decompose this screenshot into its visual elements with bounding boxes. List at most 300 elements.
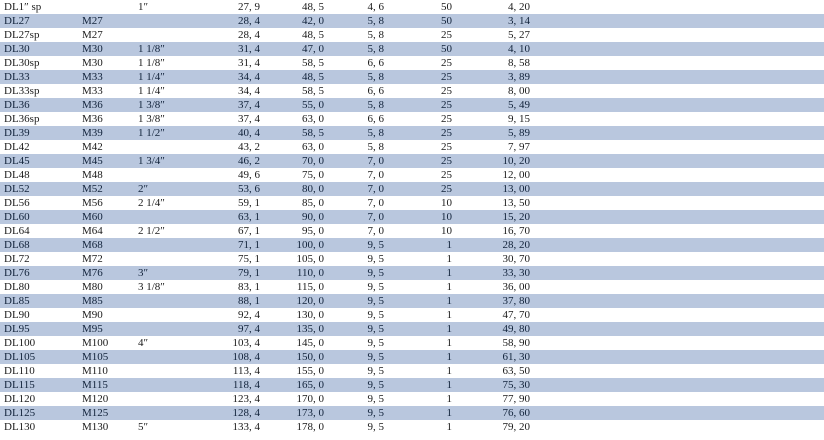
table-cell-thread_inch bbox=[134, 294, 204, 308]
table-cell-thread: M36 bbox=[78, 98, 134, 112]
table-cell-dim_c: 9, 5 bbox=[328, 378, 388, 392]
table-cell-thread: M30 bbox=[78, 42, 134, 56]
table-cell-weight: 33, 30 bbox=[456, 266, 534, 280]
table-cell-dim_a: 37, 4 bbox=[204, 98, 264, 112]
table-cell-dim_c: 9, 5 bbox=[328, 280, 388, 294]
table-cell-thread_inch bbox=[134, 238, 204, 252]
table-cell-designation: DL48 bbox=[0, 168, 78, 182]
table-cell-dim_c: 6, 6 bbox=[328, 112, 388, 126]
table-cell-designation: DL100 bbox=[0, 336, 78, 350]
table-cell-dim_c: 9, 5 bbox=[328, 252, 388, 266]
table-cell-dim_c: 7, 0 bbox=[328, 224, 388, 238]
table-cell-thread_inch bbox=[134, 392, 204, 406]
table-cell-spacer bbox=[534, 308, 824, 322]
table-cell-dim_b: 135, 0 bbox=[264, 322, 328, 336]
table-cell-spacer bbox=[534, 266, 824, 280]
table-cell-weight: 7, 97 bbox=[456, 140, 534, 154]
table-cell-dim_a: 92, 4 bbox=[204, 308, 264, 322]
table-row bbox=[0, 154, 824, 168]
table-cell-dim_a: 28, 4 bbox=[204, 28, 264, 42]
table-cell-spacer bbox=[534, 280, 824, 294]
table-row bbox=[0, 42, 824, 56]
table-row bbox=[0, 168, 824, 182]
table-cell-spacer bbox=[534, 70, 824, 84]
table-cell-thread: M64 bbox=[78, 224, 134, 238]
table-cell-dim_c: 7, 0 bbox=[328, 182, 388, 196]
table-cell-designation: DL30 bbox=[0, 42, 78, 56]
table-cell-dim_d: 25 bbox=[388, 154, 456, 168]
table-cell-dim_b: 58, 5 bbox=[264, 56, 328, 70]
table-cell-thread_inch bbox=[134, 168, 204, 182]
table-row bbox=[0, 140, 824, 154]
table-cell-dim_b: 42, 0 bbox=[264, 14, 328, 28]
table-cell-dim_c: 9, 5 bbox=[328, 336, 388, 350]
table-cell-dim_c: 5, 8 bbox=[328, 70, 388, 84]
table-row bbox=[0, 308, 824, 322]
table-cell-weight: 75, 30 bbox=[456, 378, 534, 392]
table-cell-dim_a: 53, 6 bbox=[204, 182, 264, 196]
table-cell-weight: 5, 27 bbox=[456, 28, 534, 42]
table-cell-dim_b: 63, 0 bbox=[264, 140, 328, 154]
table-cell-thread: M120 bbox=[78, 392, 134, 406]
table-row bbox=[0, 294, 824, 308]
table-cell-dim_c: 5, 8 bbox=[328, 28, 388, 42]
table-cell-dim_d: 1 bbox=[388, 280, 456, 294]
table-cell-thread_inch: 3″ bbox=[134, 266, 204, 280]
table-cell-weight: 3, 14 bbox=[456, 14, 534, 28]
table-cell-thread: M76 bbox=[78, 266, 134, 280]
table-cell-dim_b: 48, 5 bbox=[264, 70, 328, 84]
table-cell-dim_a: 43, 2 bbox=[204, 140, 264, 154]
table-cell-spacer bbox=[534, 392, 824, 406]
table-cell-weight: 76, 60 bbox=[456, 406, 534, 420]
table-cell-dim_c: 5, 8 bbox=[328, 126, 388, 140]
table-row bbox=[0, 392, 824, 406]
table-cell-weight: 15, 20 bbox=[456, 210, 534, 224]
table-cell-designation: DL110 bbox=[0, 364, 78, 378]
table-cell-thread_inch: 1 3/4″ bbox=[134, 154, 204, 168]
table-row bbox=[0, 322, 824, 336]
table-row bbox=[0, 70, 824, 84]
table-cell-dim_b: 120, 0 bbox=[264, 294, 328, 308]
table-cell-dim_c: 9, 5 bbox=[328, 308, 388, 322]
table-cell-weight: 5, 49 bbox=[456, 98, 534, 112]
table-cell-designation: DL76 bbox=[0, 266, 78, 280]
table-cell-weight: 3, 89 bbox=[456, 70, 534, 84]
table-cell-thread: M110 bbox=[78, 364, 134, 378]
table-cell-thread_inch: 1 3/8″ bbox=[134, 98, 204, 112]
table-cell-weight: 8, 58 bbox=[456, 56, 534, 70]
table-cell-spacer bbox=[534, 182, 824, 196]
table-cell-dim_d: 25 bbox=[388, 70, 456, 84]
table-cell-designation: DL120 bbox=[0, 392, 78, 406]
table-cell-spacer bbox=[534, 252, 824, 266]
table-cell-dim_c: 5, 8 bbox=[328, 98, 388, 112]
table-cell-spacer bbox=[534, 364, 824, 378]
table-cell-thread: M39 bbox=[78, 126, 134, 140]
table-cell-dim_c: 9, 5 bbox=[328, 322, 388, 336]
table-cell-designation: DL42 bbox=[0, 140, 78, 154]
table-cell-thread_inch: 1 1/4″ bbox=[134, 84, 204, 98]
table-row bbox=[0, 280, 824, 294]
table-cell-thread_inch bbox=[134, 378, 204, 392]
table-cell-dim_a: 40, 4 bbox=[204, 126, 264, 140]
table-cell-weight: 36, 00 bbox=[456, 280, 534, 294]
table-cell-spacer bbox=[534, 336, 824, 350]
table-cell-spacer bbox=[534, 84, 824, 98]
table-cell-weight: 61, 30 bbox=[456, 350, 534, 364]
table-cell-dim_c: 4, 6 bbox=[328, 0, 388, 14]
table-cell-dim_b: 48, 5 bbox=[264, 28, 328, 42]
table-row bbox=[0, 28, 824, 42]
table-cell-thread: M115 bbox=[78, 378, 134, 392]
table-cell-dim_c: 9, 5 bbox=[328, 350, 388, 364]
table-cell-thread_inch: 1″ bbox=[134, 0, 204, 14]
table-cell-dim_c: 5, 8 bbox=[328, 140, 388, 154]
table-row bbox=[0, 0, 824, 14]
table-cell-dim_a: 97, 4 bbox=[204, 322, 264, 336]
table-cell-dim_d: 1 bbox=[388, 336, 456, 350]
table-cell-dim_c: 5, 8 bbox=[328, 14, 388, 28]
table-cell-thread: M27 bbox=[78, 14, 134, 28]
table-cell-spacer bbox=[534, 98, 824, 112]
table-cell-dim_b: 70, 0 bbox=[264, 154, 328, 168]
table-cell-weight: 49, 80 bbox=[456, 322, 534, 336]
table-cell-dim_b: 165, 0 bbox=[264, 378, 328, 392]
table-cell-designation: DL68 bbox=[0, 238, 78, 252]
table-cell-thread_inch: 1 3/8″ bbox=[134, 112, 204, 126]
table-cell-weight: 37, 80 bbox=[456, 294, 534, 308]
table-cell-dim_b: 55, 0 bbox=[264, 98, 328, 112]
table-cell-dim_c: 6, 6 bbox=[328, 56, 388, 70]
table-cell-spacer bbox=[534, 238, 824, 252]
table-cell-thread_inch: 2″ bbox=[134, 182, 204, 196]
table-row bbox=[0, 224, 824, 238]
table-cell-designation: DL33sp bbox=[0, 84, 78, 98]
table-cell-dim_d: 1 bbox=[388, 322, 456, 336]
table-cell-thread: M56 bbox=[78, 196, 134, 210]
table-cell-dim_b: 155, 0 bbox=[264, 364, 328, 378]
table-cell-thread_inch bbox=[134, 28, 204, 42]
table-cell-spacer bbox=[534, 350, 824, 364]
table-cell-dim_b: 80, 0 bbox=[264, 182, 328, 196]
table-cell-thread: M33 bbox=[78, 70, 134, 84]
table-cell-dim_a: 88, 1 bbox=[204, 294, 264, 308]
table-cell-dim_a: 83, 1 bbox=[204, 280, 264, 294]
table-cell-dim_a: 128, 4 bbox=[204, 406, 264, 420]
table-cell-spacer bbox=[534, 224, 824, 238]
table-cell-dim_b: 90, 0 bbox=[264, 210, 328, 224]
table-cell-designation: DL33 bbox=[0, 70, 78, 84]
table-cell-dim_b: 173, 0 bbox=[264, 406, 328, 420]
table-cell-designation: DL56 bbox=[0, 196, 78, 210]
table-cell-dim_a: 34, 4 bbox=[204, 84, 264, 98]
table-cell-dim_a: 133, 4 bbox=[204, 420, 264, 434]
table-cell-weight: 58, 90 bbox=[456, 336, 534, 350]
table-cell-thread: M48 bbox=[78, 168, 134, 182]
table-cell-dim_d: 10 bbox=[388, 196, 456, 210]
table-row bbox=[0, 238, 824, 252]
table-cell-spacer bbox=[534, 406, 824, 420]
table-row bbox=[0, 196, 824, 210]
table-cell-dim_a: 71, 1 bbox=[204, 238, 264, 252]
table-cell-thread_inch bbox=[134, 364, 204, 378]
table-cell-weight: 16, 70 bbox=[456, 224, 534, 238]
table-cell-dim_a: 28, 4 bbox=[204, 14, 264, 28]
table-cell-dim_a: 49, 6 bbox=[204, 168, 264, 182]
table-cell-thread_inch: 4″ bbox=[134, 336, 204, 350]
table-cell-dim_b: 48, 5 bbox=[264, 0, 328, 14]
table-cell-dim_d: 1 bbox=[388, 364, 456, 378]
table-cell-dim_a: 31, 4 bbox=[204, 56, 264, 70]
table-cell-dim_d: 25 bbox=[388, 84, 456, 98]
table-cell-dim_c: 9, 5 bbox=[328, 266, 388, 280]
table-row bbox=[0, 266, 824, 280]
table-row bbox=[0, 364, 824, 378]
table-cell-dim_c: 7, 0 bbox=[328, 168, 388, 182]
table-cell-dim_b: 95, 0 bbox=[264, 224, 328, 238]
table-cell-spacer bbox=[534, 322, 824, 336]
table-cell-spacer bbox=[534, 126, 824, 140]
table-cell-spacer bbox=[534, 0, 824, 14]
table-cell-thread: M72 bbox=[78, 252, 134, 266]
table-cell-dim_d: 1 bbox=[388, 350, 456, 364]
table-cell-dim_a: 37, 4 bbox=[204, 112, 264, 126]
table-cell-dim_b: 100, 0 bbox=[264, 238, 328, 252]
table-cell-weight: 63, 50 bbox=[456, 364, 534, 378]
table-cell-thread_inch: 2 1/4″ bbox=[134, 196, 204, 210]
table-cell-spacer bbox=[534, 294, 824, 308]
table-cell-weight: 13, 50 bbox=[456, 196, 534, 210]
table-cell-designation: DL27sp bbox=[0, 28, 78, 42]
table-cell-dim_b: 105, 0 bbox=[264, 252, 328, 266]
table-cell-dim_c: 9, 5 bbox=[328, 364, 388, 378]
table-cell-thread_inch: 3 1/8″ bbox=[134, 280, 204, 294]
table-row bbox=[0, 56, 824, 70]
table-cell-thread_inch: 5″ bbox=[134, 420, 204, 434]
table-cell-dim_d: 25 bbox=[388, 98, 456, 112]
table-cell-dim_b: 110, 0 bbox=[264, 266, 328, 280]
table-cell-dim_a: 34, 4 bbox=[204, 70, 264, 84]
table-cell-thread_inch bbox=[134, 140, 204, 154]
table-cell-spacer bbox=[534, 168, 824, 182]
table-cell-thread: M90 bbox=[78, 308, 134, 322]
table-row bbox=[0, 112, 824, 126]
table-cell-dim_a: 27, 9 bbox=[204, 0, 264, 14]
table-cell-dim_d: 1 bbox=[388, 378, 456, 392]
table-cell-dim_a: 113, 4 bbox=[204, 364, 264, 378]
table-cell-dim_d: 25 bbox=[388, 182, 456, 196]
table-row bbox=[0, 98, 824, 112]
table-cell-dim_d: 1 bbox=[388, 294, 456, 308]
table-cell-dim_d: 25 bbox=[388, 56, 456, 70]
table-cell-dim_c: 9, 5 bbox=[328, 406, 388, 420]
table-cell-dim_a: 79, 1 bbox=[204, 266, 264, 280]
table-cell-dim_a: 67, 1 bbox=[204, 224, 264, 238]
table-cell-thread_inch: 1 1/8″ bbox=[134, 42, 204, 56]
table-cell-weight: 30, 70 bbox=[456, 252, 534, 266]
table-cell-thread_inch: 2 1/2″ bbox=[134, 224, 204, 238]
table-cell-dim_b: 63, 0 bbox=[264, 112, 328, 126]
table-cell-weight: 77, 90 bbox=[456, 392, 534, 406]
table-cell-dim_a: 75, 1 bbox=[204, 252, 264, 266]
table-row bbox=[0, 420, 824, 434]
table-cell-thread: M68 bbox=[78, 238, 134, 252]
table-cell-designation: DL90 bbox=[0, 308, 78, 322]
table-cell-spacer bbox=[534, 420, 824, 434]
table-cell-designation: DL80 bbox=[0, 280, 78, 294]
table-cell-dim_b: 75, 0 bbox=[264, 168, 328, 182]
table-cell-designation: DL105 bbox=[0, 350, 78, 364]
table-cell-dim_b: 178, 0 bbox=[264, 420, 328, 434]
table-cell-dim_c: 9, 5 bbox=[328, 420, 388, 434]
table-cell-designation: DL130 bbox=[0, 420, 78, 434]
table-cell-designation: DL36 bbox=[0, 98, 78, 112]
table-cell-dim_c: 9, 5 bbox=[328, 238, 388, 252]
table-cell-designation: DL36sp bbox=[0, 112, 78, 126]
table-cell-thread_inch: 1 1/8″ bbox=[134, 56, 204, 70]
table-cell-thread_inch bbox=[134, 252, 204, 266]
table-cell-spacer bbox=[534, 42, 824, 56]
table-cell-dim_c: 7, 0 bbox=[328, 210, 388, 224]
table-cell-thread: M30 bbox=[78, 56, 134, 70]
table-cell-thread_inch bbox=[134, 350, 204, 364]
table-cell-spacer bbox=[534, 196, 824, 210]
table-row bbox=[0, 406, 824, 420]
table-cell-designation: DL125 bbox=[0, 406, 78, 420]
table-cell-designation: DL45 bbox=[0, 154, 78, 168]
table-cell-designation: DL30sp bbox=[0, 56, 78, 70]
table-cell-dim_b: 47, 0 bbox=[264, 42, 328, 56]
table-cell-weight: 28, 20 bbox=[456, 238, 534, 252]
table-cell-dim_d: 25 bbox=[388, 140, 456, 154]
table-cell-designation: DL72 bbox=[0, 252, 78, 266]
table-cell-dim_d: 1 bbox=[388, 392, 456, 406]
table-cell-dim_d: 25 bbox=[388, 126, 456, 140]
table-cell-dim_d: 1 bbox=[388, 252, 456, 266]
table-cell-dim_a: 103, 4 bbox=[204, 336, 264, 350]
table-cell-designation: DL1″ sp bbox=[0, 0, 78, 14]
table-cell-spacer bbox=[534, 210, 824, 224]
table-cell-dim_c: 7, 0 bbox=[328, 154, 388, 168]
table-cell-thread: M130 bbox=[78, 420, 134, 434]
table-cell-thread_inch bbox=[134, 322, 204, 336]
table-cell-designation: DL60 bbox=[0, 210, 78, 224]
table-cell-dim_c: 6, 6 bbox=[328, 84, 388, 98]
table-cell-dim_c: 5, 8 bbox=[328, 42, 388, 56]
table-cell-dim_d: 10 bbox=[388, 210, 456, 224]
table-cell-dim_a: 46, 2 bbox=[204, 154, 264, 168]
table-cell-thread: M42 bbox=[78, 140, 134, 154]
table-cell-thread: M80 bbox=[78, 280, 134, 294]
table-cell-spacer bbox=[534, 112, 824, 126]
table-cell-dim_d: 25 bbox=[388, 168, 456, 182]
table-cell-thread_inch bbox=[134, 406, 204, 420]
table-cell-dim_d: 25 bbox=[388, 28, 456, 42]
table-row bbox=[0, 14, 824, 28]
table-cell-spacer bbox=[534, 56, 824, 70]
table-cell-thread bbox=[78, 0, 134, 14]
table-cell-designation: DL27 bbox=[0, 14, 78, 28]
table-row bbox=[0, 210, 824, 224]
table-cell-dim_b: 85, 0 bbox=[264, 196, 328, 210]
table-cell-designation: DL95 bbox=[0, 322, 78, 336]
table-cell-thread: M36 bbox=[78, 112, 134, 126]
table-cell-dim_b: 58, 5 bbox=[264, 84, 328, 98]
table-cell-weight: 79, 20 bbox=[456, 420, 534, 434]
table-cell-dim_a: 123, 4 bbox=[204, 392, 264, 406]
table-cell-dim_d: 50 bbox=[388, 42, 456, 56]
table-row bbox=[0, 350, 824, 364]
table-cell-spacer bbox=[534, 14, 824, 28]
table-cell-dim_d: 1 bbox=[388, 308, 456, 322]
table-row bbox=[0, 378, 824, 392]
table-cell-thread: M60 bbox=[78, 210, 134, 224]
table-cell-dim_b: 170, 0 bbox=[264, 392, 328, 406]
table-cell-thread: M105 bbox=[78, 350, 134, 364]
table-cell-weight: 47, 70 bbox=[456, 308, 534, 322]
table-cell-weight: 12, 00 bbox=[456, 168, 534, 182]
table-cell-weight: 5, 89 bbox=[456, 126, 534, 140]
table-cell-weight: 10, 20 bbox=[456, 154, 534, 168]
table-cell-dim_c: 9, 5 bbox=[328, 392, 388, 406]
table-cell-dim_d: 10 bbox=[388, 224, 456, 238]
table-cell-dim_a: 118, 4 bbox=[204, 378, 264, 392]
table-cell-dim_b: 150, 0 bbox=[264, 350, 328, 364]
table-cell-weight: 13, 00 bbox=[456, 182, 534, 196]
table-cell-thread: M27 bbox=[78, 28, 134, 42]
table-row bbox=[0, 84, 824, 98]
table-row bbox=[0, 126, 824, 140]
table-cell-dim_b: 58, 5 bbox=[264, 126, 328, 140]
table-cell-dim_a: 108, 4 bbox=[204, 350, 264, 364]
table-row bbox=[0, 336, 824, 350]
table-cell-dim_d: 25 bbox=[388, 112, 456, 126]
table-cell-designation: DL115 bbox=[0, 378, 78, 392]
table-cell-dim_c: 9, 5 bbox=[328, 294, 388, 308]
table-cell-thread_inch: 1 1/2″ bbox=[134, 126, 204, 140]
table-cell-dim_b: 115, 0 bbox=[264, 280, 328, 294]
table-cell-thread_inch bbox=[134, 14, 204, 28]
table-cell-thread: M45 bbox=[78, 154, 134, 168]
table-cell-thread: M85 bbox=[78, 294, 134, 308]
table-cell-designation: DL64 bbox=[0, 224, 78, 238]
table-cell-spacer bbox=[534, 140, 824, 154]
table-cell-dim_d: 1 bbox=[388, 406, 456, 420]
table-cell-weight: 8, 00 bbox=[456, 84, 534, 98]
table-cell-designation: DL39 bbox=[0, 126, 78, 140]
table-row bbox=[0, 182, 824, 196]
table-cell-thread: M125 bbox=[78, 406, 134, 420]
table-cell-dim_d: 1 bbox=[388, 266, 456, 280]
table-cell-thread: M52 bbox=[78, 182, 134, 196]
table-cell-designation: DL85 bbox=[0, 294, 78, 308]
table-cell-thread: M100 bbox=[78, 336, 134, 350]
table-row bbox=[0, 252, 824, 266]
table-cell-dim_b: 145, 0 bbox=[264, 336, 328, 350]
table-cell-dim_a: 59, 1 bbox=[204, 196, 264, 210]
table-cell-dim_a: 31, 4 bbox=[204, 42, 264, 56]
table-cell-designation: DL52 bbox=[0, 182, 78, 196]
table-cell-spacer bbox=[534, 28, 824, 42]
table-cell-thread_inch: 1 1/4″ bbox=[134, 70, 204, 84]
table-cell-weight: 9, 15 bbox=[456, 112, 534, 126]
table-cell-dim_d: 1 bbox=[388, 238, 456, 252]
table-cell-dim_d: 1 bbox=[388, 420, 456, 434]
table-cell-spacer bbox=[534, 378, 824, 392]
table-cell-dim_b: 130, 0 bbox=[264, 308, 328, 322]
table-cell-thread_inch bbox=[134, 210, 204, 224]
